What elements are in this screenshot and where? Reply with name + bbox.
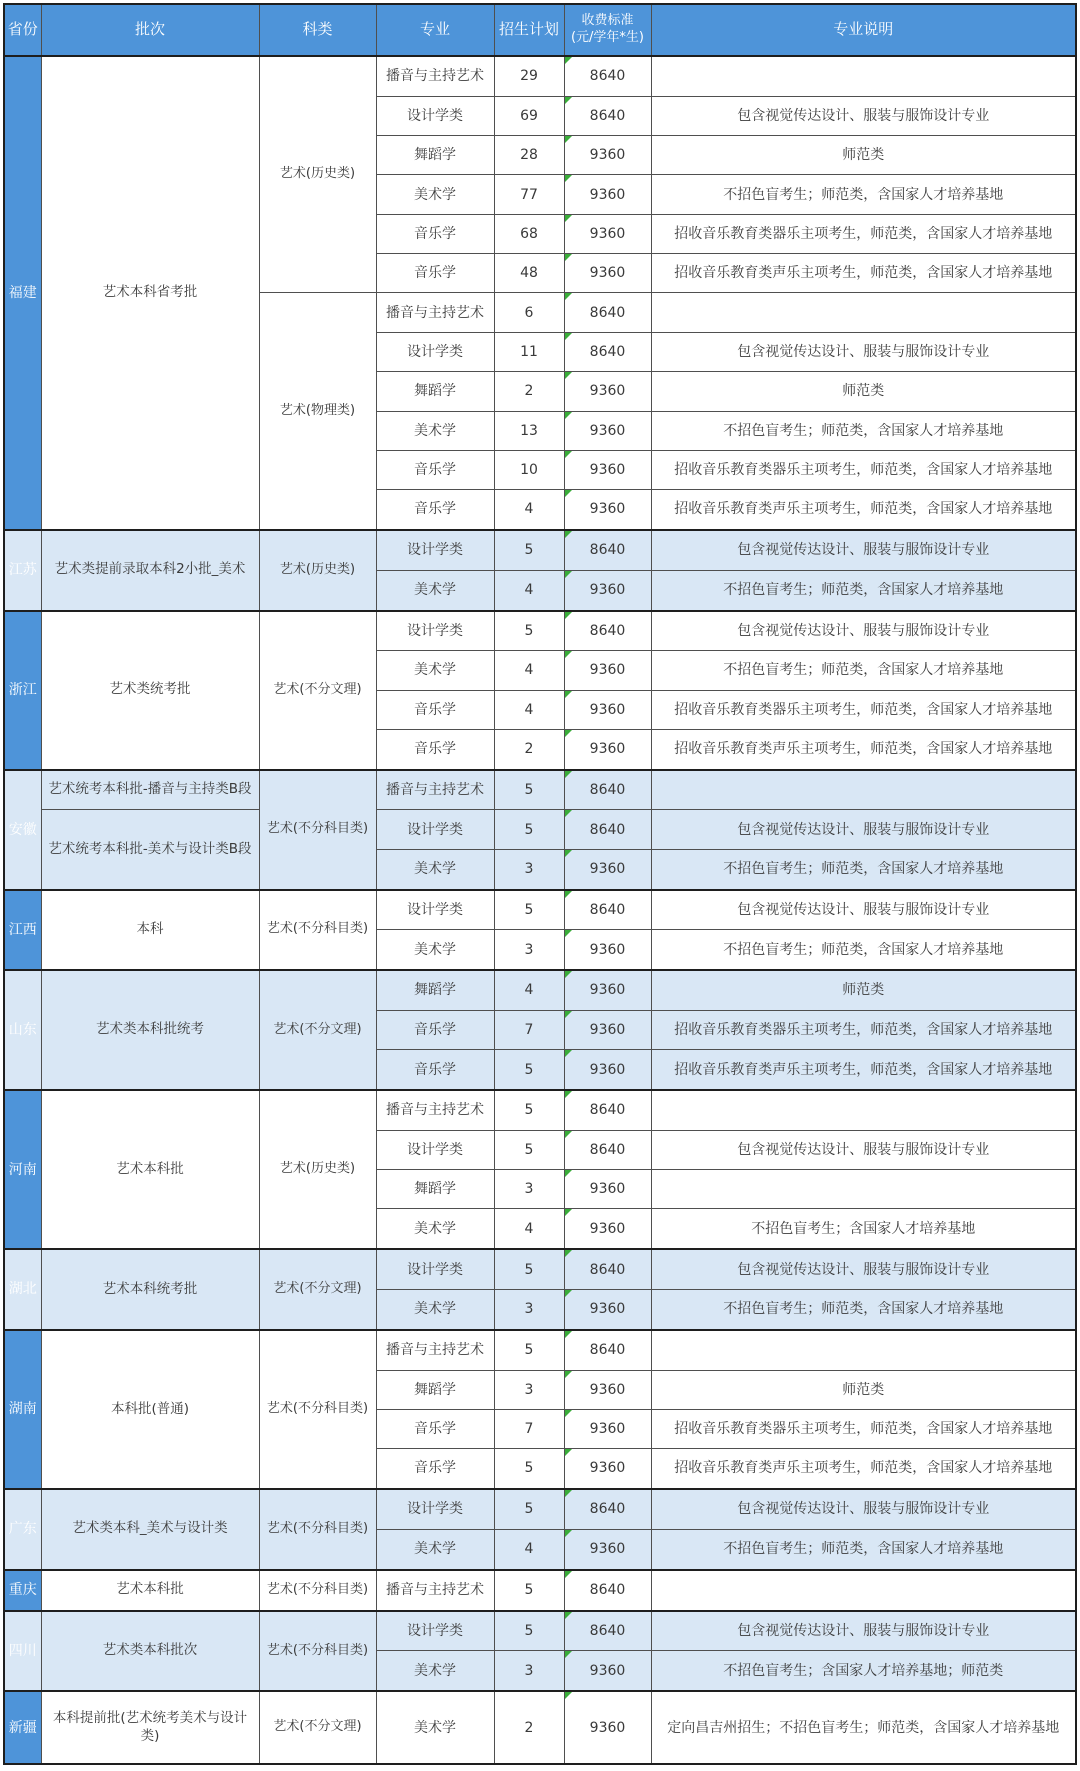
plan-cell: 10	[494, 450, 564, 489]
note-cell	[651, 770, 1076, 810]
province-cell: 新疆	[4, 1691, 41, 1764]
plan-cell: 5	[494, 530, 564, 570]
batch-cell: 艺术类本科批次	[41, 1611, 259, 1692]
fee-cell: 9360	[564, 729, 651, 769]
major-cell: 设计学类	[376, 332, 494, 371]
major-cell: 设计学类	[376, 1130, 494, 1169]
plan-cell: 3	[494, 1170, 564, 1209]
major-cell: 美术学	[376, 1691, 494, 1764]
note-cell	[651, 1330, 1076, 1370]
plan-cell: 5	[494, 1249, 564, 1289]
fee-cell: 9360	[564, 1370, 651, 1409]
major-cell: 美术学	[376, 411, 494, 450]
table-row	[4, 611, 1076, 651]
major-cell: 舞蹈学	[376, 372, 494, 411]
fee-cell: 9360	[564, 1651, 651, 1691]
table-row	[4, 1611, 1076, 1651]
plan-cell: 5	[494, 890, 564, 930]
note-cell: 不招色盲考生；师范类，含国家人才培养基地	[651, 411, 1076, 450]
table-row	[4, 1489, 1076, 1529]
note-cell	[651, 1170, 1076, 1209]
fee-cell: 9360	[564, 930, 651, 970]
admissions-table	[3, 3, 1077, 1765]
province-cell: 广东	[4, 1489, 41, 1570]
major-cell: 音乐学	[376, 490, 494, 530]
table-row	[4, 1090, 1076, 1130]
major-cell: 美术学	[376, 175, 494, 214]
plan-cell: 5	[494, 1090, 564, 1130]
table-row	[4, 1249, 1076, 1289]
major-cell: 设计学类	[376, 1611, 494, 1651]
major-cell: 音乐学	[376, 1010, 494, 1049]
note-cell: 师范类	[651, 970, 1076, 1010]
major-cell: 美术学	[376, 849, 494, 889]
major-cell: 设计学类	[376, 810, 494, 849]
category-cell: 艺术(不分文理)	[259, 611, 376, 770]
category-cell: 艺术(不分科目类)	[259, 1570, 376, 1611]
table-row	[4, 810, 1076, 849]
major-cell: 设计学类	[376, 1249, 494, 1289]
category-cell: 艺术(不分文理)	[259, 1691, 376, 1764]
plan-cell: 3	[494, 930, 564, 970]
plan-cell: 5	[494, 1489, 564, 1529]
major-cell: 播音与主持艺术	[376, 56, 494, 96]
note-cell	[651, 1090, 1076, 1130]
col-header-province: 省份	[4, 4, 41, 56]
note-cell: 包含视觉传达设计、服装与服饰设计专业	[651, 810, 1076, 849]
note-cell: 不招色盲考生；含国家人才培养基地	[651, 1209, 1076, 1249]
plan-cell: 5	[494, 1330, 564, 1370]
major-cell: 播音与主持艺术	[376, 1570, 494, 1611]
note-cell: 招收音乐教育类器乐主项考生，师范类，含国家人才培养基地	[651, 1010, 1076, 1049]
note-cell: 包含视觉传达设计、服装与服饰设计专业	[651, 1489, 1076, 1529]
fee-cell: 9360	[564, 1010, 651, 1049]
province-cell: 浙江	[4, 611, 41, 770]
plan-cell: 48	[494, 254, 564, 293]
category-cell: 艺术(物理类)	[259, 293, 376, 530]
col-header-major: 专业	[376, 4, 494, 56]
fee-cell: 9360	[564, 1170, 651, 1209]
category-cell: 艺术(不分科目类)	[259, 890, 376, 971]
major-cell: 设计学类	[376, 530, 494, 570]
major-cell: 舞蹈学	[376, 1170, 494, 1209]
table-row	[4, 970, 1076, 1010]
note-cell: 不招色盲考生；师范类，含国家人才培养基地	[651, 930, 1076, 970]
plan-cell: 6	[494, 293, 564, 332]
plan-cell: 68	[494, 214, 564, 253]
col-header-category: 科类	[259, 4, 376, 56]
major-cell: 美术学	[376, 1209, 494, 1249]
col-header-batch: 批次	[41, 4, 259, 56]
note-cell: 包含视觉传达设计、服装与服饰设计专业	[651, 1249, 1076, 1289]
note-cell: 不招色盲考生；师范类，含国家人才培养基地	[651, 849, 1076, 889]
note-cell: 招收音乐教育类声乐主项考生，师范类，含国家人才培养基地	[651, 1449, 1076, 1489]
fee-cell: 9360	[564, 1409, 651, 1448]
major-cell: 音乐学	[376, 1409, 494, 1448]
note-cell: 包含视觉传达设计、服装与服饰设计专业	[651, 530, 1076, 570]
fee-cell: 8640	[564, 611, 651, 651]
category-cell: 艺术(不分科目类)	[259, 1611, 376, 1692]
fee-cell: 8640	[564, 810, 651, 849]
category-cell: 艺术(不分科目类)	[259, 770, 376, 890]
fee-cell: 8640	[564, 1330, 651, 1370]
fee-cell: 9360	[564, 690, 651, 729]
batch-cell: 艺术类统考批	[41, 611, 259, 770]
fee-cell: 8640	[564, 1489, 651, 1529]
plan-cell: 5	[494, 770, 564, 810]
plan-cell: 2	[494, 1691, 564, 1764]
fee-cell: 8640	[564, 332, 651, 371]
note-cell: 招收音乐教育类声乐主项考生，师范类，含国家人才培养基地	[651, 1050, 1076, 1090]
major-cell: 美术学	[376, 1651, 494, 1691]
fee-cell: 9360	[564, 450, 651, 489]
note-cell: 包含视觉传达设计、服装与服饰设计专业	[651, 1130, 1076, 1169]
fee-cell: 9360	[564, 1691, 651, 1764]
plan-cell: 4	[494, 1529, 564, 1569]
fee-cell: 9360	[564, 372, 651, 411]
table-row	[4, 770, 1076, 810]
major-cell: 播音与主持艺术	[376, 1090, 494, 1130]
note-cell: 定向昌吉州招生；不招色盲考生；师范类，含国家人才培养基地	[651, 1691, 1076, 1764]
category-cell: 艺术(不分文理)	[259, 970, 376, 1090]
major-cell: 舞蹈学	[376, 970, 494, 1010]
major-cell: 音乐学	[376, 729, 494, 769]
fee-cell: 8640	[564, 1130, 651, 1169]
plan-cell: 5	[494, 611, 564, 651]
plan-cell: 69	[494, 96, 564, 135]
note-cell: 招收音乐教育类声乐主项考生，师范类，含国家人才培养基地	[651, 490, 1076, 530]
batch-cell: 艺术本科批	[41, 1570, 259, 1611]
plan-cell: 13	[494, 411, 564, 450]
batch-cell: 艺术本科批	[41, 1090, 259, 1249]
plan-cell: 3	[494, 1370, 564, 1409]
fee-header-line2: (元/学年*生)	[570, 30, 645, 45]
note-cell: 包含视觉传达设计、服装与服饰设计专业	[651, 96, 1076, 135]
batch-cell: 艺术本科省考批	[41, 56, 259, 530]
fee-cell: 9360	[564, 849, 651, 889]
table-row	[4, 56, 1076, 96]
category-cell: 艺术(不分文理)	[259, 1249, 376, 1330]
plan-cell: 5	[494, 1611, 564, 1651]
plan-cell: 5	[494, 1570, 564, 1611]
note-cell: 包含视觉传达设计、服装与服饰设计专业	[651, 1611, 1076, 1651]
province-cell: 安徽	[4, 770, 41, 890]
note-cell: 招收音乐教育类器乐主项考生，师范类，含国家人才培养基地	[651, 214, 1076, 253]
fee-cell: 8640	[564, 1611, 651, 1651]
fee-cell: 8640	[564, 1249, 651, 1289]
note-cell: 招收音乐教育类器乐主项考生，师范类，含国家人才培养基地	[651, 690, 1076, 729]
fee-cell: 9360	[564, 1289, 651, 1329]
major-cell: 播音与主持艺术	[376, 1330, 494, 1370]
major-cell: 音乐学	[376, 1449, 494, 1489]
plan-cell: 3	[494, 1289, 564, 1329]
major-cell: 播音与主持艺术	[376, 293, 494, 332]
major-cell: 音乐学	[376, 254, 494, 293]
batch-cell: 艺术统考本科批-播音与主持类B段	[41, 770, 259, 810]
plan-cell: 3	[494, 1651, 564, 1691]
table-row	[4, 1570, 1076, 1611]
col-header-note: 专业说明	[651, 4, 1076, 56]
plan-cell: 4	[494, 1209, 564, 1249]
note-cell: 不招色盲考生；师范类，含国家人才培养基地	[651, 570, 1076, 610]
fee-cell: 9360	[564, 651, 651, 690]
fee-cell: 8640	[564, 56, 651, 96]
note-cell: 不招色盲考生；师范类，含国家人才培养基地	[651, 1289, 1076, 1329]
fee-cell: 9360	[564, 970, 651, 1010]
major-cell: 播音与主持艺术	[376, 770, 494, 810]
fee-cell: 8640	[564, 530, 651, 570]
note-cell: 包含视觉传达设计、服装与服饰设计专业	[651, 890, 1076, 930]
plan-cell: 29	[494, 56, 564, 96]
plan-cell: 7	[494, 1409, 564, 1448]
major-cell: 设计学类	[376, 96, 494, 135]
fee-cell: 9360	[564, 175, 651, 214]
province-cell: 湖北	[4, 1249, 41, 1330]
batch-cell: 本科提前批(艺术统考美术与设计类)	[41, 1691, 259, 1764]
col-header-plan: 招生计划	[494, 4, 564, 56]
province-cell: 福建	[4, 56, 41, 530]
major-cell: 舞蹈学	[376, 136, 494, 175]
fee-cell: 9360	[564, 1050, 651, 1090]
plan-cell: 77	[494, 175, 564, 214]
plan-cell: 4	[494, 651, 564, 690]
plan-cell: 2	[494, 729, 564, 769]
plan-cell: 4	[494, 690, 564, 729]
category-cell: 艺术(历史类)	[259, 1090, 376, 1249]
table-row	[4, 890, 1076, 930]
plan-cell: 7	[494, 1010, 564, 1049]
table-row	[4, 1691, 1076, 1764]
note-cell: 招收音乐教育类声乐主项考生，师范类，含国家人才培养基地	[651, 254, 1076, 293]
major-cell: 设计学类	[376, 611, 494, 651]
category-cell: 艺术(历史类)	[259, 530, 376, 611]
fee-cell: 8640	[564, 293, 651, 332]
major-cell: 美术学	[376, 570, 494, 610]
note-cell	[651, 293, 1076, 332]
table-row	[4, 530, 1076, 570]
major-cell: 美术学	[376, 651, 494, 690]
table-row	[4, 1330, 1076, 1370]
fee-cell: 8640	[564, 96, 651, 135]
note-cell	[651, 56, 1076, 96]
province-cell: 湖南	[4, 1330, 41, 1489]
fee-cell: 9360	[564, 1529, 651, 1569]
category-cell: 艺术(不分科目类)	[259, 1330, 376, 1489]
note-cell: 不招色盲考生；师范类，含国家人才培养基地	[651, 651, 1076, 690]
major-cell: 设计学类	[376, 1489, 494, 1529]
note-cell: 师范类	[651, 1370, 1076, 1409]
col-header-fee	[564, 4, 651, 56]
note-cell: 师范类	[651, 372, 1076, 411]
plan-cell: 2	[494, 372, 564, 411]
note-cell: 不招色盲考生；师范类，含国家人才培养基地	[651, 1529, 1076, 1569]
fee-cell: 9360	[564, 1449, 651, 1489]
batch-cell: 本科批(普通)	[41, 1330, 259, 1489]
batch-cell: 本科	[41, 890, 259, 971]
fee-cell: 8640	[564, 1570, 651, 1611]
fee-header-line1: 收费标准	[581, 13, 634, 29]
fee-cell: 9360	[564, 490, 651, 530]
plan-cell: 28	[494, 136, 564, 175]
major-cell: 美术学	[376, 930, 494, 970]
major-cell: 美术学	[376, 1289, 494, 1329]
fee-cell: 9360	[564, 254, 651, 293]
plan-cell: 4	[494, 970, 564, 1010]
batch-cell: 艺术类提前录取本科2小批_美术	[41, 530, 259, 611]
fee-cell: 9360	[564, 136, 651, 175]
province-cell: 河南	[4, 1090, 41, 1249]
header-row	[4, 4, 1076, 56]
note-cell: 招收音乐教育类器乐主项考生，师范类，含国家人才培养基地	[651, 1409, 1076, 1448]
fee-cell: 9360	[564, 570, 651, 610]
plan-cell: 4	[494, 490, 564, 530]
batch-cell: 艺术统考本科批-美术与设计类B段	[41, 810, 259, 890]
note-cell: 包含视觉传达设计、服装与服饰设计专业	[651, 611, 1076, 651]
plan-cell: 5	[494, 810, 564, 849]
fee-cell: 9360	[564, 1209, 651, 1249]
note-cell: 不招色盲考生；含国家人才培养基地；师范类	[651, 1651, 1076, 1691]
fee-cell: 8640	[564, 1090, 651, 1130]
note-cell: 招收音乐教育类器乐主项考生，师范类，含国家人才培养基地	[651, 450, 1076, 489]
fee-cell: 9360	[564, 411, 651, 450]
batch-cell: 艺术类本科_美术与设计类	[41, 1489, 259, 1570]
major-cell: 音乐学	[376, 450, 494, 489]
note-cell: 师范类	[651, 136, 1076, 175]
province-cell: 江西	[4, 890, 41, 971]
batch-cell: 艺术类本科批统考	[41, 970, 259, 1090]
major-cell: 音乐学	[376, 1050, 494, 1090]
province-cell: 重庆	[4, 1570, 41, 1611]
plan-cell: 4	[494, 570, 564, 610]
note-cell	[651, 1570, 1076, 1611]
major-cell: 舞蹈学	[376, 1370, 494, 1409]
note-cell: 招收音乐教育类声乐主项考生，师范类，含国家人才培养基地	[651, 729, 1076, 769]
category-cell: 艺术(不分科目类)	[259, 1489, 376, 1570]
batch-cell: 艺术本科统考批	[41, 1249, 259, 1330]
category-cell: 艺术(历史类)	[259, 56, 376, 293]
plan-cell: 5	[494, 1130, 564, 1169]
province-cell: 四川	[4, 1611, 41, 1692]
major-cell: 设计学类	[376, 890, 494, 930]
fee-cell: 8640	[564, 770, 651, 810]
note-cell: 包含视觉传达设计、服装与服饰设计专业	[651, 332, 1076, 371]
province-cell: 江苏	[4, 530, 41, 611]
fee-cell: 8640	[564, 890, 651, 930]
major-cell: 音乐学	[376, 214, 494, 253]
note-cell: 不招色盲考生；师范类，含国家人才培养基地	[651, 175, 1076, 214]
plan-cell: 11	[494, 332, 564, 371]
major-cell: 音乐学	[376, 690, 494, 729]
major-cell: 美术学	[376, 1529, 494, 1569]
plan-cell: 5	[494, 1449, 564, 1489]
province-cell: 山东	[4, 970, 41, 1090]
plan-cell: 5	[494, 1050, 564, 1090]
fee-cell: 9360	[564, 214, 651, 253]
plan-cell: 3	[494, 849, 564, 889]
